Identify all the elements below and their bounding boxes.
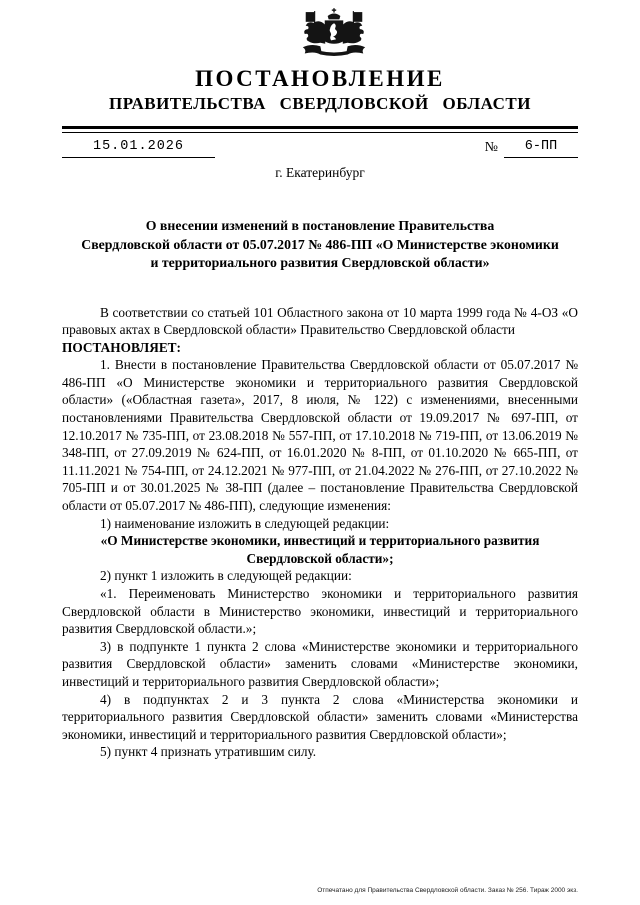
document-content — [62, 0, 578, 761]
print-shop-footnote: Отпечатано для Правительства Свердловской области. Заказ № 256. Тираж 2000 экз. — [317, 887, 578, 894]
number-sign-label: № — [484, 140, 498, 155]
clause-1-paragraph: 1. Внести в постановление Правительства Свердловской области от 05.07.2017 № 486-ПП «О Министерстве экономики и территориального развития Свердловской области» («Областная газета», 2017, 8 июля, № 122) с изменениями, внесенными постановлениями Правительства Свердловской области от 19.09.2017 № 697-ПП, от 12.10.2017 № 735-ПП, от 23.08.2018 № 557-ПП, от 17.10.2018 № 719-ПП, от 13.06.2019 № 348-ПП, от 27.09.2019 № 624-ПП, от 16.01.2020 № 8-ПП, от 01.10.2020 № 665-ПП, от 11.11.2021 № 754-ПП, от 24.12.2021 № 977-ПП, от 21.04.2022 № 276-ПП, от 27.10.2022 № 705-ПП и от 30.01.2025 № 38-ПП (далее – постановление Правительства Свердловской области от 05.07.2017 № 486-ПП), следующие изменения: — [62, 357, 578, 514]
document-type-heading: ПОСТАНОВЛЕНИЕ — [195, 66, 445, 91]
document-title — [62, 217, 578, 273]
subclause-3-paragraph: 3) в подпункте 1 пункта 2 слова «Министерстве экономики и территориального развития Свердловской области» заменить словами «Министерстве экономики, инвестиций и территориального развития Свердловской области»; — [62, 638, 578, 689]
document-number-group — [485, 139, 578, 158]
new-title-paragraph: «О Министерстве экономики, инвестиций и территориального развития Свердловской области»; — [100, 533, 540, 566]
subclause-5-paragraph: 5) пункт 4 признать утратившим силу. — [100, 744, 317, 760]
document-number: 6-ПП — [504, 139, 578, 158]
issue-city: г. Екатеринбург — [275, 165, 365, 180]
subclause-4-paragraph: 4) в подпунктах 2 и 3 пункта 2 слова «Министерства экономики и территориального развития Свердловской области» заменить словами «Министерства экономики, инвестиций и территориального развития Свердловской области»; — [62, 691, 578, 742]
subclause-2-paragraph: 2) пункт 1 изложить в следующей редакции: — [100, 568, 352, 584]
resolves-label: ПОСТАНОВЛЯЕТ: — [62, 339, 181, 355]
date-number-row — [62, 139, 578, 158]
subclause-1-paragraph: 1) наименование изложить в следующей редакции: — [100, 515, 390, 531]
coat-of-arms-icon — [295, 8, 373, 62]
title-line: О внесении изменений в постановление Правительства — [145, 218, 495, 233]
preamble-paragraph: В соответствии со статьей 101 Областного закона от 10 марта 1999 года № 4-ОЗ «О правовых актах в Свердловской области» Правительство Свердловской области — [62, 304, 578, 338]
document-body — [62, 304, 578, 761]
header-separator-rule — [62, 126, 578, 133]
new-clause-1-paragraph: «1. Переименовать Министерство экономики и территориального развития Свердловской области в Министерство экономики, инвестиций и территориального развития Свердловской области.»; — [62, 586, 578, 637]
title-line: Свердловской области от 05.07.2017 № 486-ПП «О Министерстве экономики — [81, 236, 559, 252]
issuing-authority-heading: ПРАВИТЕЛЬСТВА СВЕРДЛОВСКОЙ ОБЛАСТИ — [109, 94, 531, 113]
title-line: и территориального развития Свердловской области» — [150, 255, 490, 270]
document-date: 15.01.2026 — [62, 139, 215, 158]
